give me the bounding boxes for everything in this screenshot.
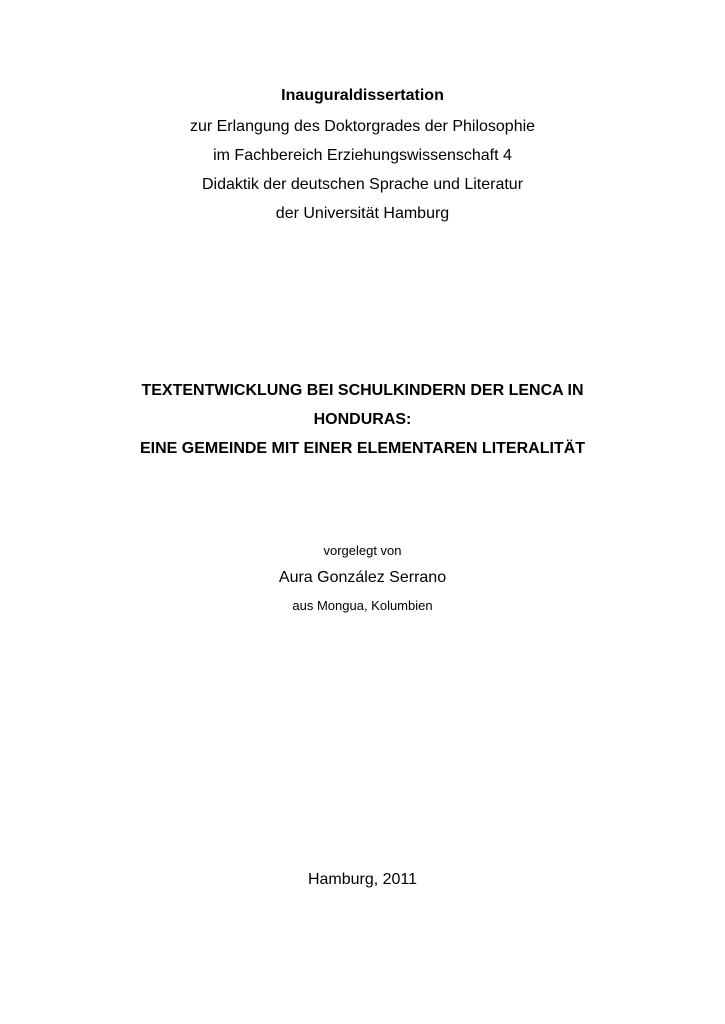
title-line-3: EINE GEMEINDE MIT EINER ELEMENTAREN LITERALITÄT: [139, 440, 586, 457]
place-date-text: Hamburg, 2011: [307, 871, 418, 888]
degree-purpose-line: zur Erlangung des Doktorgrades der Philosophie: [189, 118, 536, 135]
dissertation-type-heading: Inauguraldissertation: [281, 87, 444, 104]
submitted-by-label: vorgelegt von: [323, 543, 402, 558]
title-line-1: TEXTENTWICKLUNG BEI SCHULKINDERN DER LENCA IN: [141, 382, 584, 399]
discipline-line: Didaktik der deutschen Sprache und Literatur: [201, 176, 524, 193]
author-name: Aura González Serrano: [278, 569, 447, 586]
university-line: der Universität Hamburg: [275, 205, 450, 222]
title-line-2: HONDURAS:: [313, 411, 412, 428]
author-origin: aus Mongua, Kolumbien: [292, 598, 433, 613]
department-line: im Fachbereich Erziehungswissenschaft 4: [213, 147, 512, 164]
